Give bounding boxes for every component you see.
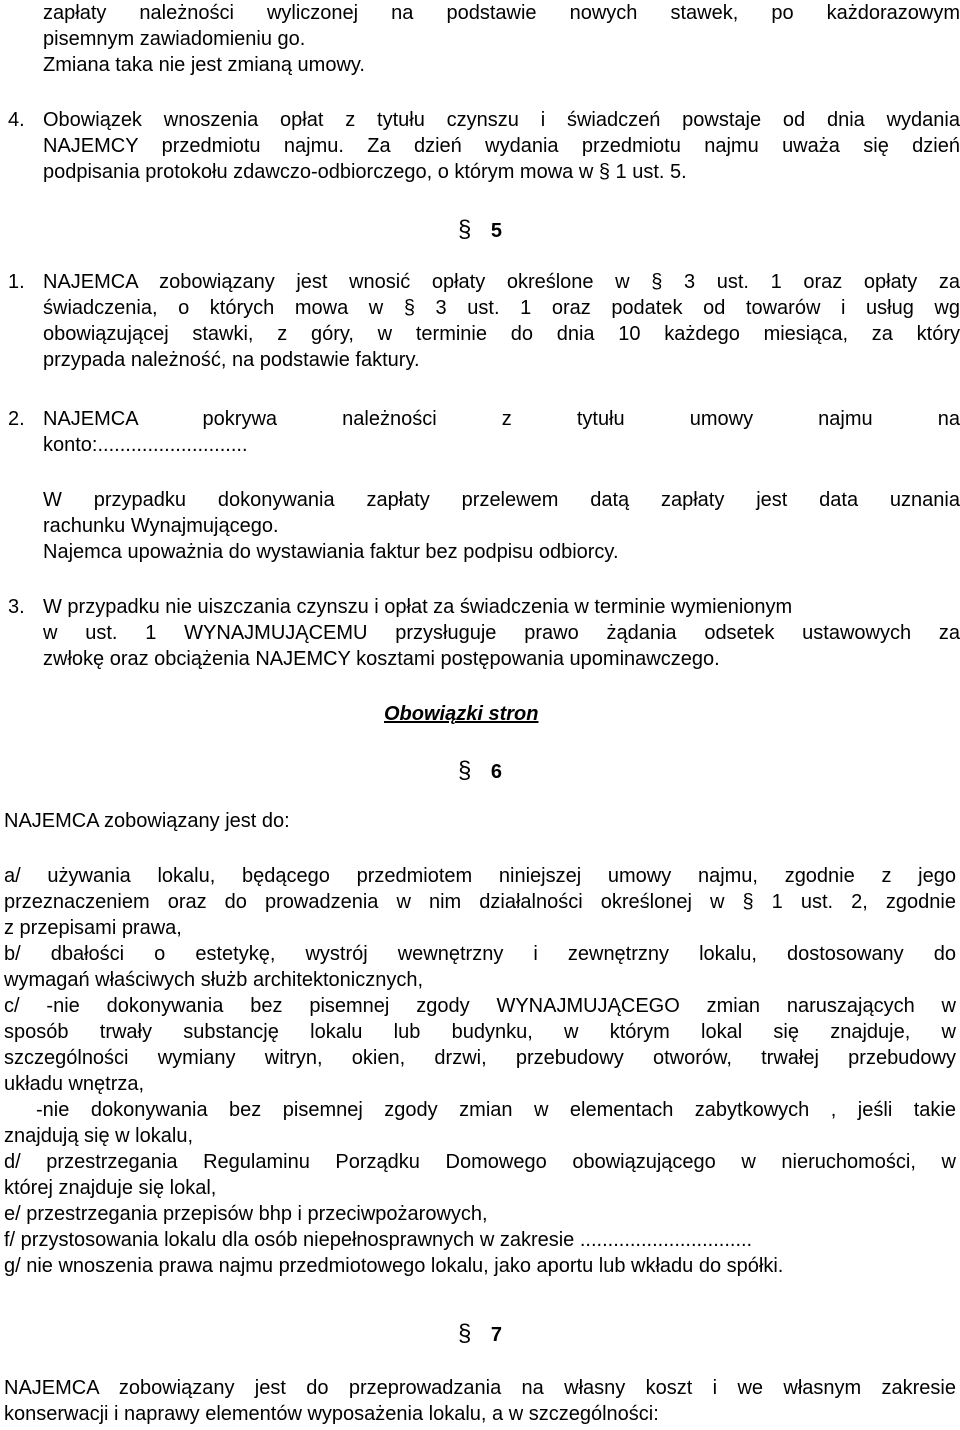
text-line: pisemnym zawiadomieniu go. — [43, 28, 306, 50]
text-line: NAJEMCA zobowiązany jest do przeprowadzania na własny koszt i we własnym zakresie — [4, 1377, 956, 1399]
text-line: e/ przestrzegania przepisów bhp i przeciwpożarowych, — [4, 1203, 488, 1225]
section-heading-7 — [458, 1320, 502, 1348]
section-symbol: § — [458, 1320, 472, 1347]
text-line: której znajduje się lokal, — [4, 1177, 217, 1199]
text-line: w ust. 1 WYNAJMUJĄCEMU przysługuje prawo żądania odsetek ustawowych za — [43, 622, 960, 644]
text-line: obowiązującej stawki, z góry, w terminie do dnia 10 każdego miesiąca, za który — [43, 323, 960, 345]
text-line: świadczenia, o których mowa w § 3 ust. 1 oraz podatek od towarów i usług wg — [43, 297, 960, 319]
text-line: a/ używania lokalu, będącego przedmiotem niniejszej umowy najmu, zgodnie z jego — [4, 865, 956, 887]
text-line: znajdują się w lokalu, — [4, 1125, 193, 1147]
section-number: 6 — [490, 761, 503, 783]
text-line: z przepisami prawa, — [4, 917, 182, 939]
text-line: g/ nie wnoszenia prawa najmu przedmiotowego lokalu, jako aportu lub wkładu do spółki. — [4, 1255, 784, 1277]
text-line: rachunku Wynajmującego. — [43, 515, 279, 537]
paragraph-s5-item-3 — [0, 594, 960, 672]
text-line: konto:........................... — [43, 434, 248, 456]
text-line: układu wnętrza, — [4, 1073, 145, 1095]
text-line: podpisania protokołu zdawczo-odbiorczego, o którym mowa w § 1 ust. 5. — [43, 161, 687, 183]
tenant-obliged-line: NAJEMCA zobowiązany jest do: — [4, 810, 290, 832]
section-number: 7 — [490, 1324, 503, 1346]
paragraph-item-4 — [0, 107, 960, 185]
text-line: W przypadku dokonywania zapłaty przelewem datą zapłaty jest data uznania — [43, 489, 960, 511]
item-number: 4. — [8, 109, 25, 131]
text-line: sposób trwały substancję lokalu lub budynku, w którym lokal się znajduje, w — [4, 1021, 956, 1043]
text-line: Najemca upoważnia do wystawiania faktur bez podpisu odbiorcy. — [43, 541, 619, 563]
text-line: NAJEMCA zobowiązany jest wnosić opłaty określone w § 3 ust. 1 oraz opłaty za — [43, 271, 960, 293]
paragraph-s5-item-1 — [0, 269, 960, 373]
text-line: zwłokę oraz obciążenia NAJEMCY kosztami postępowania upominawczego. — [43, 648, 720, 670]
section-symbol: § — [458, 757, 472, 784]
text-line: wymagań właściwych służb architektonicznych, — [4, 969, 424, 991]
text-line: szczególności wymiany witryn, okien, drzwi, przebudowy otworów, trwałej przebudowy — [4, 1047, 956, 1069]
text-line: konserwacji i naprawy elementów wyposażenia lokalu, a w szczególności: — [4, 1403, 659, 1425]
text-line: -nie dokonywania bez pisemnej zgody zmian w elementach zabytkowych , jeśli takie — [36, 1099, 956, 1121]
paragraph-top — [0, 0, 960, 78]
text-line: b/ dbałości o estetykę, wystrój wewnętrzny i zewnętrzny lokalu, dostosowany do — [4, 943, 956, 965]
paragraph-s5-item-2-extra — [0, 487, 960, 565]
heading-obligations: Obowiązki stron — [384, 703, 539, 725]
section-number: 5 — [490, 220, 503, 242]
text-line: c/ -nie dokonywania bez pisemnej zgody WYNAJMUJĄCEGO zmian naruszających w — [4, 995, 956, 1017]
text-line: f/ przystosowania lokalu dla osób niepełnosprawnych w zakresie ............................... — [4, 1229, 753, 1251]
text-line: W przypadku nie uiszczania czynszu i opłat za świadczenia w terminie wymienionym — [43, 596, 793, 618]
text-line: d/ przestrzegania Regulaminu Porządku Domowego obowiązującego w nieruchomości, w — [4, 1151, 956, 1173]
item-number: 3. — [8, 596, 25, 618]
item-number: 2. — [8, 408, 25, 430]
section-heading-5 — [458, 216, 502, 244]
item-number: 1. — [8, 271, 25, 293]
text-line: Zmiana taka nie jest zmianą umowy. — [43, 54, 365, 76]
paragraph-final — [4, 1375, 956, 1427]
text-line: przeznaczeniem oraz do prowadzenia w nim działalności określonej w § 1 ust. 2, zgodnie — [4, 891, 956, 913]
text-line: zapłaty należności wyliczonej na podstawie nowych stawek, po każdorazowym — [43, 2, 960, 24]
obligations-list — [4, 863, 956, 1279]
section-heading-6 — [458, 757, 502, 785]
text-line: przypada należność, na podstawie faktury. — [43, 349, 420, 371]
section-symbol: § — [458, 216, 472, 243]
text-line: NAJEMCA pokrywa należności z tytułu umowy najmu na — [43, 408, 960, 430]
text-line: NAJEMCY przedmiotu najmu. Za dzień wydania przedmiotu najmu uważa się dzień — [43, 135, 960, 157]
text-line: Obowiązek wnoszenia opłat z tytułu czynszu i świadczeń powstaje od dnia wydania — [43, 109, 960, 131]
paragraph-s5-item-2 — [0, 406, 960, 458]
